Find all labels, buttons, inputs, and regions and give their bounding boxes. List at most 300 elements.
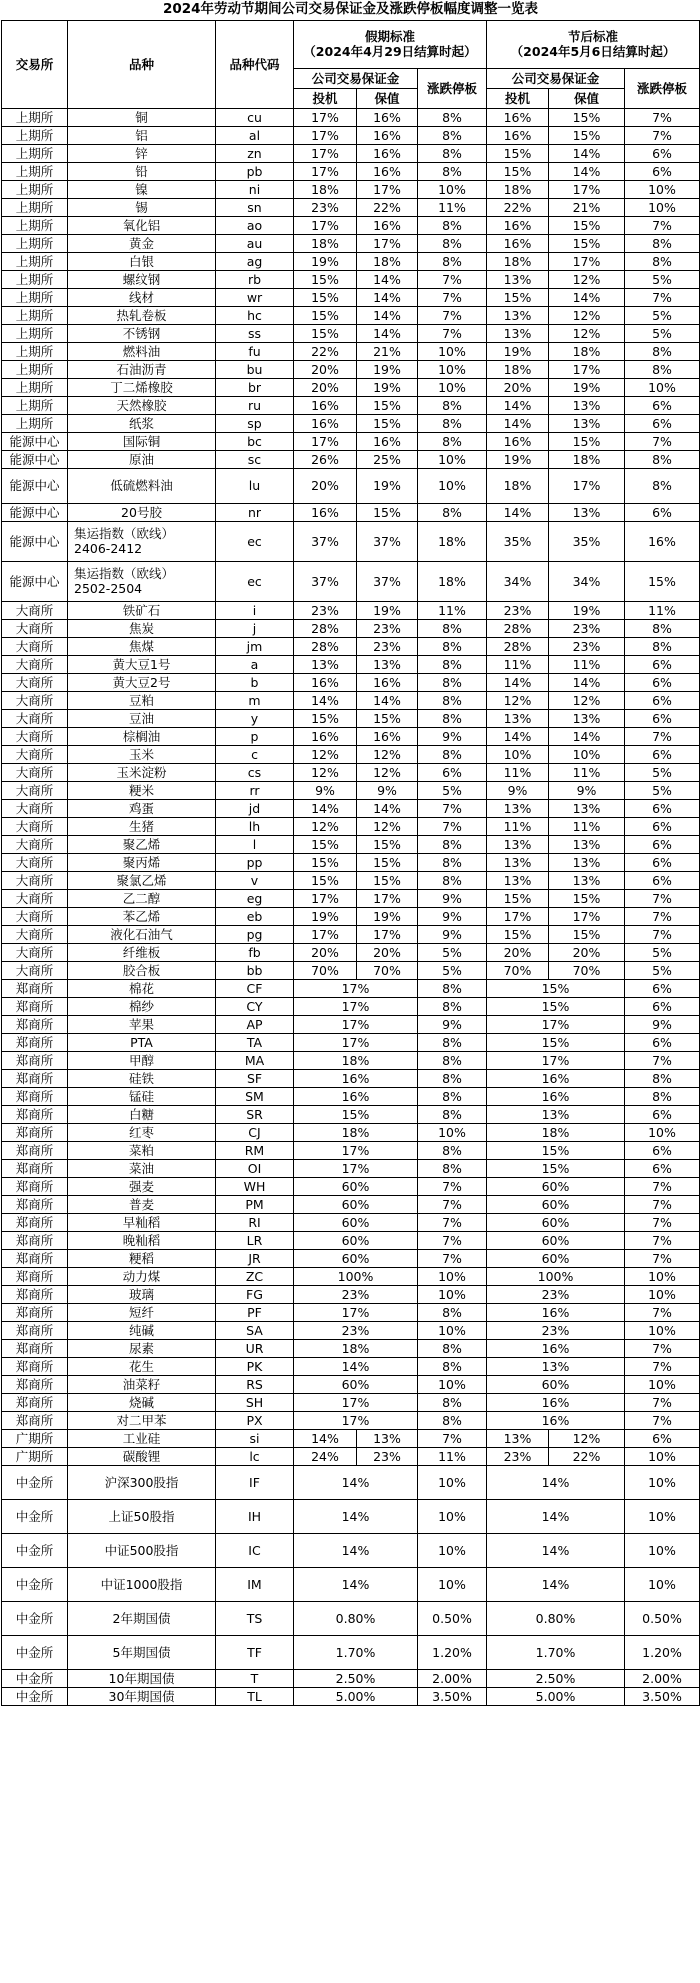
variety-cell: 5年期国债: [68, 1635, 216, 1669]
exchange-cell: 上期所: [2, 360, 68, 378]
variety-cell: 20号胶: [68, 503, 216, 521]
code-cell: PK: [216, 1357, 294, 1375]
code-cell: ec: [216, 561, 294, 601]
after-hedge-cell: 11%: [549, 817, 625, 835]
after-spec-cell: 19%: [487, 342, 549, 360]
variety-cell: 鸡蛋: [68, 799, 216, 817]
after-spec-cell: 17%: [487, 907, 549, 925]
holiday-hedge-cell: 21%: [357, 342, 418, 360]
after-hedge-cell: 13%: [549, 396, 625, 414]
table-row: [2, 709, 700, 727]
holiday-spec-cell: 14%: [294, 1429, 357, 1447]
after-limit-cell: 10%: [625, 1533, 700, 1567]
holiday-limit-cell: 9%: [418, 889, 487, 907]
table-row: [2, 1321, 700, 1339]
after-margin-cell: 13%: [487, 1357, 625, 1375]
table-row: [2, 871, 700, 889]
after-limit-cell: 7%: [625, 288, 700, 306]
exchange-cell: 郑商所: [2, 1303, 68, 1321]
after-limit-cell: 10%: [625, 1267, 700, 1285]
holiday-margin-cell: 60%: [294, 1375, 418, 1393]
table-row: [2, 1285, 700, 1303]
holiday-limit-cell: 0.50%: [418, 1601, 487, 1635]
after-hedge-cell: 18%: [549, 342, 625, 360]
after-margin-cell: 15%: [487, 997, 625, 1015]
code-cell: pp: [216, 853, 294, 871]
holiday-limit-cell: 7%: [418, 817, 487, 835]
variety-cell: 纯碱: [68, 1321, 216, 1339]
after-spec-cell: 9%: [487, 781, 549, 799]
code-cell: pg: [216, 925, 294, 943]
after-hedge-cell: 15%: [549, 889, 625, 907]
table-row: [2, 1249, 700, 1267]
table-row: [2, 781, 700, 799]
table-row: [2, 1533, 700, 1567]
after-spec-cell: 16%: [487, 126, 549, 144]
holiday-limit-cell: 7%: [418, 306, 487, 324]
variety-cell: 液化石油气: [68, 925, 216, 943]
after-limit-cell: 6%: [625, 1141, 700, 1159]
after-spec-cell: 22%: [487, 198, 549, 216]
after-margin-cell: 60%: [487, 1249, 625, 1267]
holiday-limit-cell: 8%: [418, 1411, 487, 1429]
after-hedge-cell: 13%: [549, 835, 625, 853]
after-margin-cell: 15%: [487, 1033, 625, 1051]
holiday-spec-cell: 15%: [294, 835, 357, 853]
table-row: [2, 108, 700, 126]
exchange-cell: 能源中心: [2, 432, 68, 450]
table-row: [2, 288, 700, 306]
variety-cell: [68, 561, 216, 601]
after-margin-cell: 1.70%: [487, 1635, 625, 1669]
code-cell: SR: [216, 1105, 294, 1123]
variety-cell: 焦煤: [68, 637, 216, 655]
table-row: [2, 1567, 700, 1601]
holiday-hedge-cell: 14%: [357, 799, 418, 817]
after-limit-cell: 10%: [625, 198, 700, 216]
code-cell: fb: [216, 943, 294, 961]
exchange-cell: 中金所: [2, 1465, 68, 1499]
after-hedge-cell: 17%: [549, 907, 625, 925]
variety-cell: 硅铁: [68, 1069, 216, 1087]
holiday-spec-cell: 15%: [294, 324, 357, 342]
holiday-limit-cell: 8%: [418, 503, 487, 521]
holiday-margin-cell: 17%: [294, 1033, 418, 1051]
exchange-cell: 上期所: [2, 270, 68, 288]
holiday-spec-cell: 20%: [294, 378, 357, 396]
holiday-spec-cell: 13%: [294, 655, 357, 673]
after-limit-cell: 8%: [625, 450, 700, 468]
holiday-limit-cell: 7%: [418, 1429, 487, 1447]
holiday-margin-cell: 14%: [294, 1499, 418, 1533]
holiday-margin-cell: 23%: [294, 1321, 418, 1339]
table-row: [2, 1105, 700, 1123]
code-cell: y: [216, 709, 294, 727]
after-margin-cell: 15%: [487, 1159, 625, 1177]
after-limit-cell: 6%: [625, 853, 700, 871]
holiday-margin-cell: 60%: [294, 1213, 418, 1231]
holiday-limit-cell: 8%: [418, 655, 487, 673]
after-spec-cell: 15%: [487, 144, 549, 162]
table-row: [2, 799, 700, 817]
exchange-cell: 大商所: [2, 727, 68, 745]
after-hedge-cell: 23%: [549, 619, 625, 637]
variety-cell: 燃料油: [68, 342, 216, 360]
table-row: [2, 889, 700, 907]
table-row: [2, 1687, 700, 1705]
after-margin-cell: 14%: [487, 1567, 625, 1601]
header-after-hedge: 保值: [549, 88, 625, 108]
holiday-limit-cell: 10%: [418, 1321, 487, 1339]
code-cell: cu: [216, 108, 294, 126]
holiday-limit-cell: 10%: [418, 1285, 487, 1303]
code-cell: hc: [216, 306, 294, 324]
holiday-limit-cell: 7%: [418, 799, 487, 817]
table-row: [2, 234, 700, 252]
exchange-cell: 郑商所: [2, 1177, 68, 1195]
holiday-limit-cell: 18%: [418, 561, 487, 601]
exchange-cell: 大商所: [2, 835, 68, 853]
exchange-cell: 郑商所: [2, 1087, 68, 1105]
table-row: [2, 414, 700, 432]
after-limit-cell: 6%: [625, 503, 700, 521]
holiday-spec-cell: 16%: [294, 503, 357, 521]
exchange-cell: 上期所: [2, 396, 68, 414]
after-limit-cell: 7%: [625, 1213, 700, 1231]
holiday-spec-cell: 17%: [294, 925, 357, 943]
holiday-hedge-cell: 19%: [357, 468, 418, 503]
after-limit-cell: 15%: [625, 561, 700, 601]
exchange-cell: 郑商所: [2, 1249, 68, 1267]
header-after: [487, 20, 700, 68]
code-cell: UR: [216, 1339, 294, 1357]
code-cell: j: [216, 619, 294, 637]
code-cell: SA: [216, 1321, 294, 1339]
after-margin-cell: 2.50%: [487, 1669, 625, 1687]
after-hedge-cell: 15%: [549, 925, 625, 943]
holiday-limit-cell: 8%: [418, 1303, 487, 1321]
code-cell: SH: [216, 1393, 294, 1411]
exchange-cell: 上期所: [2, 306, 68, 324]
holiday-limit-cell: 7%: [418, 1249, 487, 1267]
after-spec-cell: 13%: [487, 324, 549, 342]
holiday-limit-cell: 5%: [418, 961, 487, 979]
exchange-cell: 大商所: [2, 925, 68, 943]
after-margin-cell: 60%: [487, 1231, 625, 1249]
table-row: [2, 835, 700, 853]
after-hedge-cell: 12%: [549, 1429, 625, 1447]
code-cell: RS: [216, 1375, 294, 1393]
variety-cell: 菜粕: [68, 1141, 216, 1159]
after-hedge-cell: 14%: [549, 673, 625, 691]
variety-cell: 聚乙烯: [68, 835, 216, 853]
exchange-cell: 大商所: [2, 601, 68, 619]
variety-cell: 石油沥青: [68, 360, 216, 378]
exchange-cell: 大商所: [2, 763, 68, 781]
holiday-limit-cell: 8%: [418, 1141, 487, 1159]
after-margin-cell: 17%: [487, 1051, 625, 1069]
holiday-hedge-cell: 14%: [357, 306, 418, 324]
table-row: [2, 432, 700, 450]
exchange-cell: 大商所: [2, 907, 68, 925]
holiday-limit-cell: 8%: [418, 108, 487, 126]
after-hedge-cell: 13%: [549, 503, 625, 521]
code-cell: ru: [216, 396, 294, 414]
table-row: [2, 1177, 700, 1195]
variety-cell: 铜: [68, 108, 216, 126]
holiday-spec-cell: 16%: [294, 396, 357, 414]
variety-cell: 铅: [68, 162, 216, 180]
header-holiday-date: （2024年4月29日结算时起）: [303, 44, 477, 59]
holiday-limit-cell: 3.50%: [418, 1687, 487, 1705]
after-margin-cell: 15%: [487, 979, 625, 997]
code-cell: i: [216, 601, 294, 619]
table-row: [2, 619, 700, 637]
holiday-limit-cell: 11%: [418, 1447, 487, 1465]
variety-cell: 丁二烯橡胶: [68, 378, 216, 396]
holiday-spec-cell: 15%: [294, 871, 357, 889]
holiday-spec-cell: 26%: [294, 450, 357, 468]
header-after-spec: 投机: [487, 88, 549, 108]
holiday-spec-cell: 28%: [294, 619, 357, 637]
exchange-cell: 上期所: [2, 234, 68, 252]
after-margin-cell: 60%: [487, 1177, 625, 1195]
after-hedge-cell: 14%: [549, 144, 625, 162]
exchange-cell: 郑商所: [2, 1105, 68, 1123]
holiday-margin-cell: 1.70%: [294, 1635, 418, 1669]
holiday-spec-cell: 9%: [294, 781, 357, 799]
variety-contract-range: 2406-2412: [74, 541, 143, 556]
holiday-margin-cell: 14%: [294, 1357, 418, 1375]
after-limit-cell: 7%: [625, 889, 700, 907]
exchange-cell: 能源中心: [2, 503, 68, 521]
exchange-cell: 大商所: [2, 781, 68, 799]
table-row: [2, 180, 700, 198]
variety-cell: 苯乙烯: [68, 907, 216, 925]
exchange-cell: 广期所: [2, 1429, 68, 1447]
after-limit-cell: 10%: [625, 180, 700, 198]
code-cell: T: [216, 1669, 294, 1687]
variety-cell: 粳米: [68, 781, 216, 799]
variety-cell: 晚籼稻: [68, 1231, 216, 1249]
after-spec-cell: 19%: [487, 450, 549, 468]
holiday-hedge-cell: 19%: [357, 601, 418, 619]
holiday-limit-cell: 8%: [418, 1393, 487, 1411]
holiday-margin-cell: 17%: [294, 997, 418, 1015]
after-spec-cell: 16%: [487, 432, 549, 450]
after-limit-cell: 10%: [625, 1123, 700, 1141]
after-limit-cell: 7%: [625, 1303, 700, 1321]
after-limit-cell: 6%: [625, 655, 700, 673]
table-row: [2, 1669, 700, 1687]
after-spec-cell: 20%: [487, 378, 549, 396]
holiday-hedge-cell: 13%: [357, 1429, 418, 1447]
code-cell: PM: [216, 1195, 294, 1213]
after-spec-cell: 14%: [487, 673, 549, 691]
after-limit-cell: 7%: [625, 126, 700, 144]
holiday-limit-cell: 9%: [418, 727, 487, 745]
exchange-cell: 郑商所: [2, 1141, 68, 1159]
exchange-cell: 郑商所: [2, 1051, 68, 1069]
code-cell: si: [216, 1429, 294, 1447]
exchange-cell: 广期所: [2, 1447, 68, 1465]
table-row: [2, 1195, 700, 1213]
variety-cell: 菜油: [68, 1159, 216, 1177]
exchange-cell: 郑商所: [2, 1285, 68, 1303]
holiday-spec-cell: 12%: [294, 817, 357, 835]
table-row: [2, 162, 700, 180]
after-limit-cell: 6%: [625, 709, 700, 727]
code-cell: OI: [216, 1159, 294, 1177]
exchange-cell: 上期所: [2, 216, 68, 234]
after-limit-cell: 7%: [625, 1177, 700, 1195]
holiday-margin-cell: 60%: [294, 1249, 418, 1267]
after-limit-cell: 6%: [625, 396, 700, 414]
after-limit-cell: 7%: [625, 1195, 700, 1213]
after-hedge-cell: 13%: [549, 871, 625, 889]
after-hedge-cell: 19%: [549, 378, 625, 396]
header-after-limit: 涨跌停板: [625, 68, 700, 108]
holiday-spec-cell: 15%: [294, 306, 357, 324]
holiday-limit-cell: 8%: [418, 997, 487, 1015]
holiday-limit-cell: 8%: [418, 745, 487, 763]
after-margin-cell: 16%: [487, 1393, 625, 1411]
after-spec-cell: 23%: [487, 1447, 549, 1465]
holiday-spec-cell: 16%: [294, 727, 357, 745]
holiday-limit-cell: 7%: [418, 324, 487, 342]
after-limit-cell: 5%: [625, 763, 700, 781]
after-margin-cell: 13%: [487, 1105, 625, 1123]
exchange-cell: 郑商所: [2, 1267, 68, 1285]
variety-cell: 螺纹钢: [68, 270, 216, 288]
after-spec-cell: 18%: [487, 252, 549, 270]
holiday-limit-cell: 8%: [418, 1069, 487, 1087]
table-row: [2, 745, 700, 763]
holiday-hedge-cell: 15%: [357, 503, 418, 521]
code-cell: sn: [216, 198, 294, 216]
after-limit-cell: 7%: [625, 1411, 700, 1429]
code-cell: br: [216, 378, 294, 396]
exchange-cell: 大商所: [2, 853, 68, 871]
after-limit-cell: 10%: [625, 1465, 700, 1499]
variety-cell: 棉纱: [68, 997, 216, 1015]
table-row: [2, 943, 700, 961]
after-limit-cell: 6%: [625, 1159, 700, 1177]
after-spec-cell: 13%: [487, 835, 549, 853]
after-limit-cell: 8%: [625, 234, 700, 252]
variety-cell: 尿素: [68, 1339, 216, 1357]
holiday-margin-cell: 17%: [294, 1411, 418, 1429]
after-limit-cell: 6%: [625, 144, 700, 162]
after-spec-cell: 11%: [487, 655, 549, 673]
exchange-cell: 上期所: [2, 288, 68, 306]
exchange-cell: 大商所: [2, 745, 68, 763]
holiday-limit-cell: 10%: [418, 1533, 487, 1567]
holiday-limit-cell: 11%: [418, 601, 487, 619]
after-hedge-cell: 18%: [549, 450, 625, 468]
holiday-limit-cell: 5%: [418, 943, 487, 961]
table-row: [2, 907, 700, 925]
holiday-hedge-cell: 14%: [357, 288, 418, 306]
after-limit-cell: 6%: [625, 691, 700, 709]
after-spec-cell: 13%: [487, 306, 549, 324]
exchange-cell: 上期所: [2, 198, 68, 216]
variety-cell: 黄大豆2号: [68, 673, 216, 691]
code-cell: jd: [216, 799, 294, 817]
code-cell: lc: [216, 1447, 294, 1465]
exchange-cell: 上期所: [2, 108, 68, 126]
variety-cell: 对二甲苯: [68, 1411, 216, 1429]
table-row: [2, 521, 700, 561]
holiday-spec-cell: 17%: [294, 889, 357, 907]
variety-cell: 乙二醇: [68, 889, 216, 907]
exchange-cell: 大商所: [2, 619, 68, 637]
after-spec-cell: 14%: [487, 414, 549, 432]
table-row: [2, 1051, 700, 1069]
after-limit-cell: 7%: [625, 1357, 700, 1375]
after-limit-cell: 10%: [625, 1375, 700, 1393]
holiday-limit-cell: 11%: [418, 198, 487, 216]
code-cell: a: [216, 655, 294, 673]
table-row: [2, 925, 700, 943]
code-cell: jm: [216, 637, 294, 655]
holiday-margin-cell: 0.80%: [294, 1601, 418, 1635]
holiday-spec-cell: 17%: [294, 216, 357, 234]
holiday-limit-cell: 10%: [418, 1375, 487, 1393]
holiday-hedge-cell: 16%: [357, 162, 418, 180]
holiday-limit-cell: 8%: [418, 1339, 487, 1357]
holiday-spec-cell: 28%: [294, 637, 357, 655]
after-limit-cell: 8%: [625, 619, 700, 637]
after-hedge-cell: 17%: [549, 468, 625, 503]
header-holiday-label: 假期标准: [364, 29, 415, 44]
after-margin-cell: 16%: [487, 1411, 625, 1429]
holiday-margin-cell: 18%: [294, 1339, 418, 1357]
after-spec-cell: 15%: [487, 162, 549, 180]
variety-cell: 花生: [68, 1357, 216, 1375]
code-cell: eb: [216, 907, 294, 925]
after-limit-cell: 6%: [625, 871, 700, 889]
after-hedge-cell: 13%: [549, 799, 625, 817]
holiday-limit-cell: 9%: [418, 925, 487, 943]
holiday-limit-cell: 8%: [418, 126, 487, 144]
holiday-margin-cell: 15%: [294, 1105, 418, 1123]
exchange-cell: 中金所: [2, 1669, 68, 1687]
holiday-margin-cell: 14%: [294, 1533, 418, 1567]
holiday-margin-cell: 16%: [294, 1087, 418, 1105]
after-spec-cell: 16%: [487, 234, 549, 252]
table-row: [2, 342, 700, 360]
holiday-limit-cell: 8%: [418, 1105, 487, 1123]
variety-cell: 10年期国债: [68, 1669, 216, 1687]
header-after-date: （2024年5月6日结算时起）: [510, 44, 676, 59]
holiday-limit-cell: 8%: [418, 414, 487, 432]
table-row: [2, 1213, 700, 1231]
after-hedge-cell: 21%: [549, 198, 625, 216]
after-hedge-cell: 15%: [549, 234, 625, 252]
after-limit-cell: 7%: [625, 216, 700, 234]
holiday-spec-cell: 17%: [294, 126, 357, 144]
exchange-cell: 大商所: [2, 799, 68, 817]
holiday-limit-cell: 7%: [418, 1231, 487, 1249]
header-variety: 品种: [68, 20, 216, 108]
table-row: [2, 601, 700, 619]
after-limit-cell: 7%: [625, 108, 700, 126]
variety-name: 集运指数（欧线）: [74, 526, 175, 541]
after-limit-cell: 16%: [625, 521, 700, 561]
code-cell: pb: [216, 162, 294, 180]
after-spec-cell: 15%: [487, 925, 549, 943]
